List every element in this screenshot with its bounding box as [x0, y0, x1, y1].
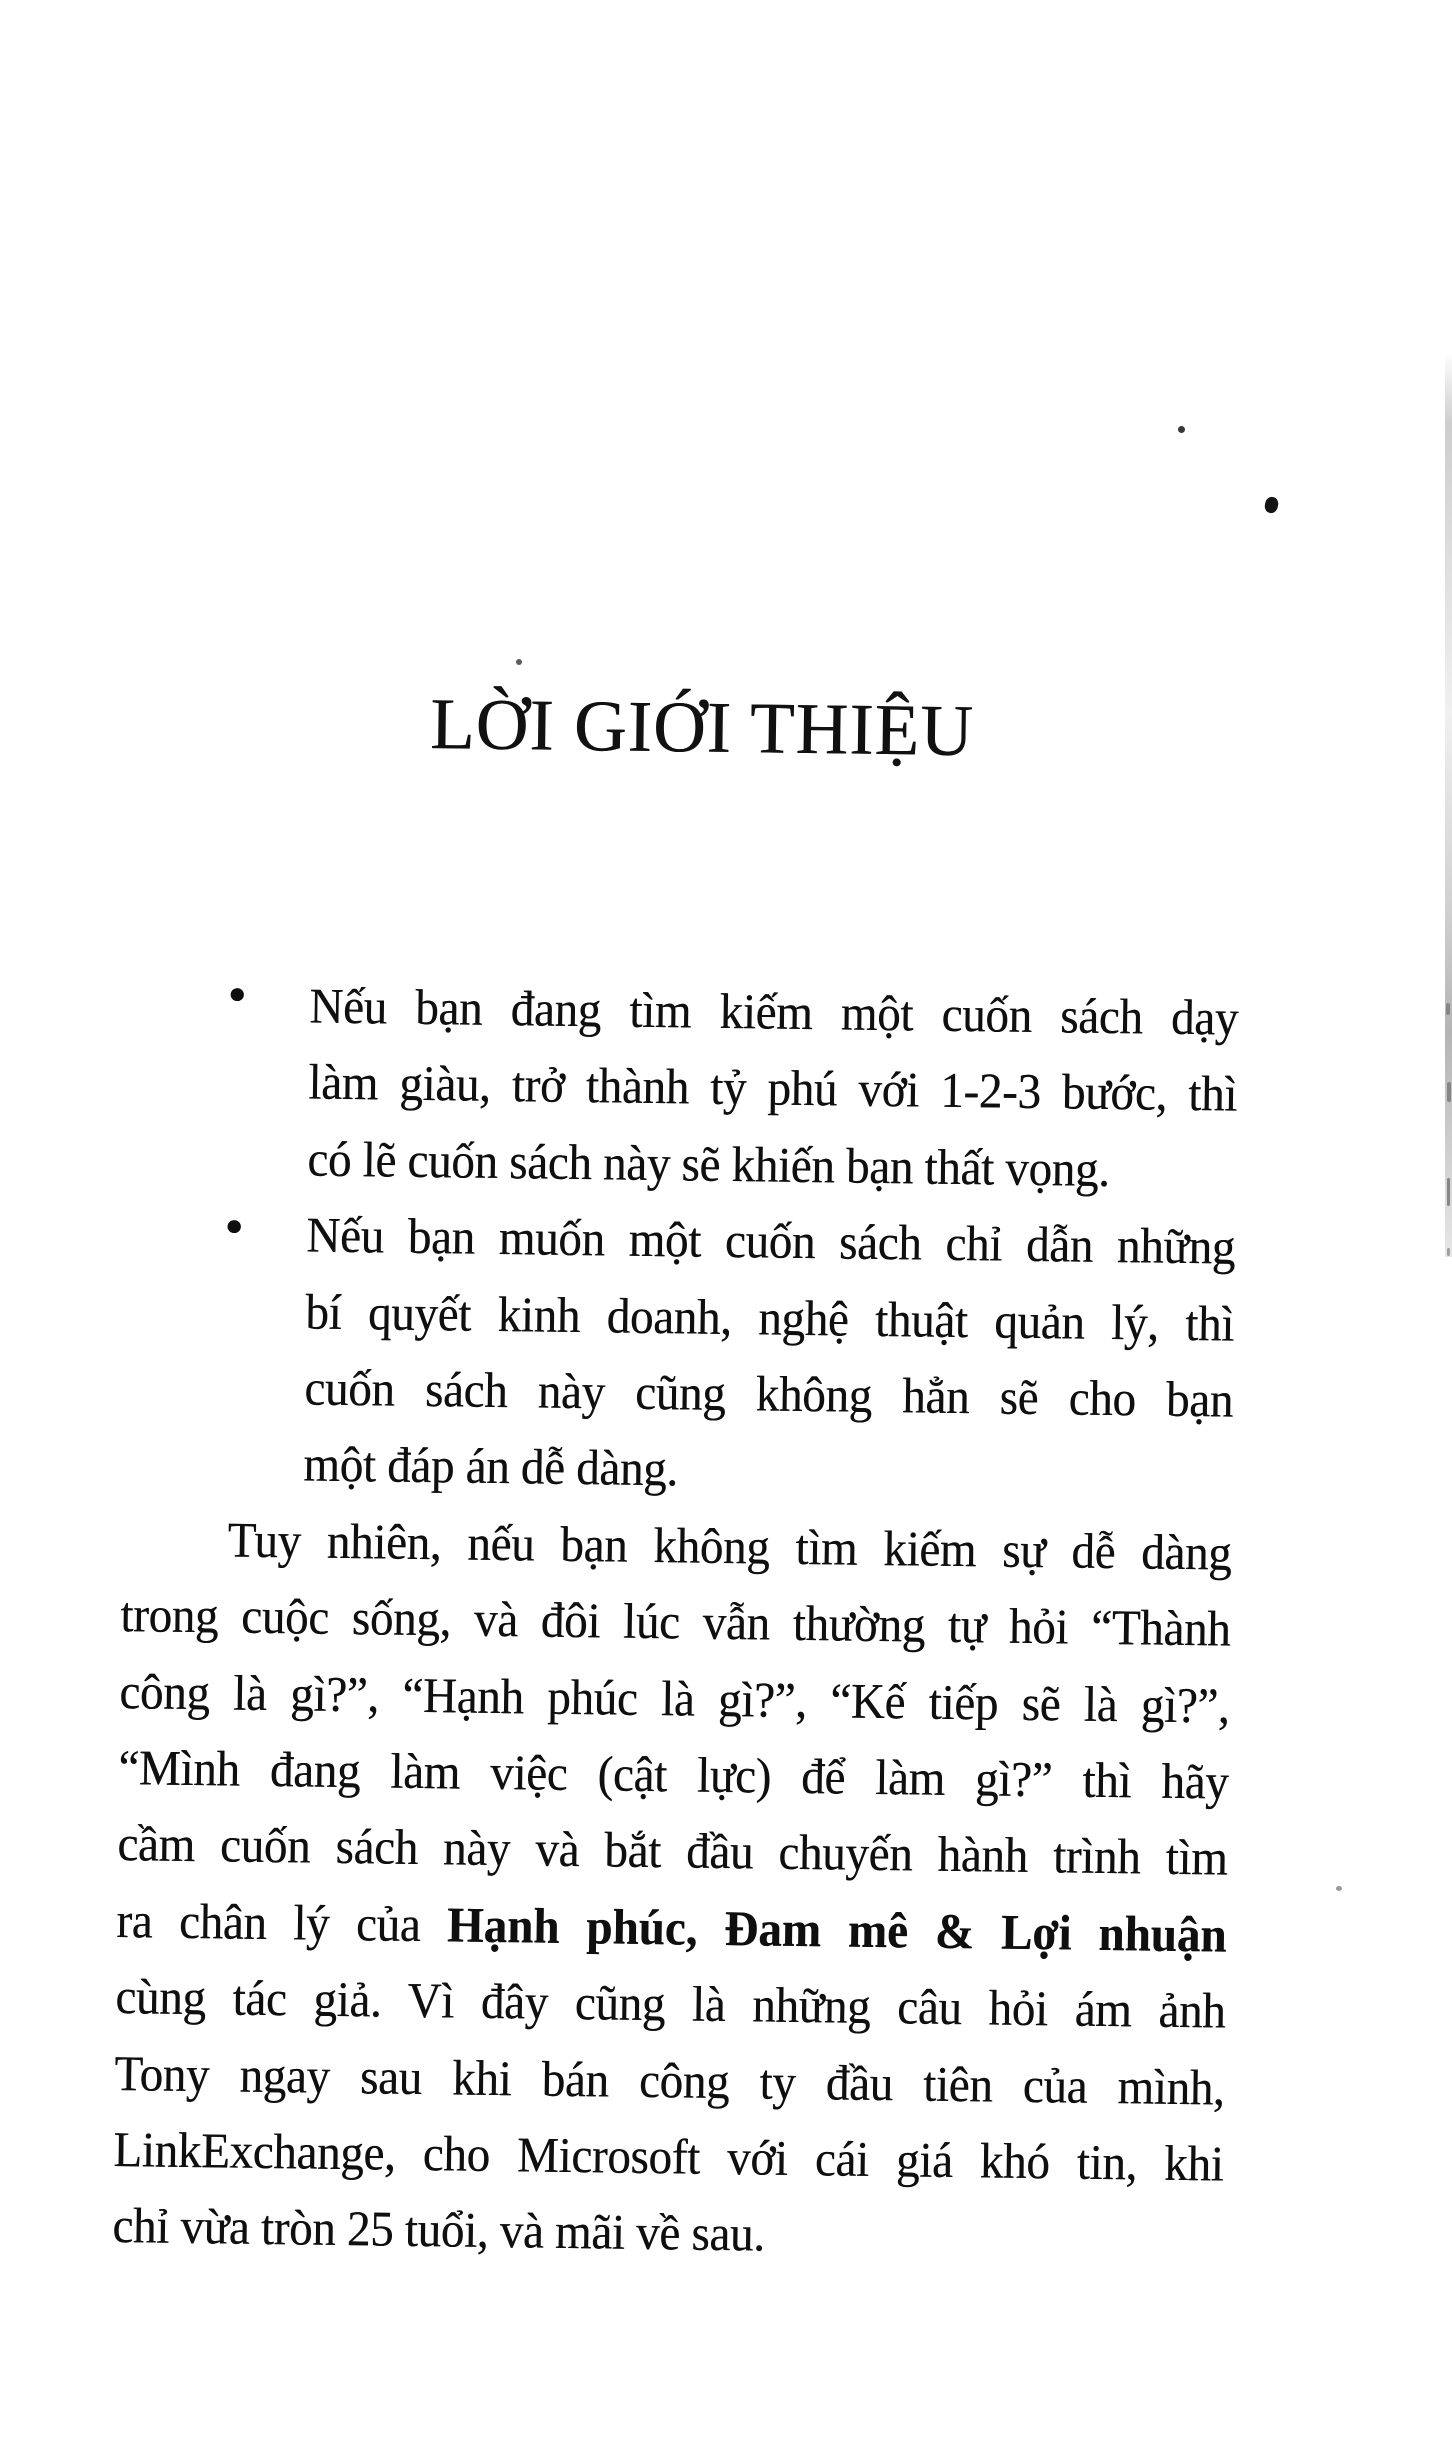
bullet2-line: một đáp án dễ dàng. [303, 1435, 679, 1497]
page-title: LỜI GIỚI THIỆU [429, 683, 975, 772]
scan-speck [516, 659, 522, 665]
paragraph-line: “Mình đang làm việc (cật lực) để làm gì?” thì hãy [118, 1739, 1229, 1810]
paragraph-line-emphasis [116, 1882, 1227, 1973]
bullet-marker: • [227, 964, 247, 1025]
scanner-edge-artifact [1445, 352, 1452, 1257]
paragraph-line: công là gì?”, “Hạnh phúc là gì?”, “Kế tiếp sẽ là gì?”, [119, 1663, 1230, 1734]
paragraph-line: Tony ngay sau khi bán công ty đầu tiên của mình, [114, 2045, 1225, 2116]
paragraph-line: cùng tác giả. Vì đây cũng là những câu hỏi ám ảnh [115, 1968, 1226, 2039]
bullet2-line: Nếu bạn muốn một cuốn sách chỉ dẫn những [306, 1206, 1236, 1275]
bullet2-line: bí quyết kinh doanh, nghệ thuật quản lý, thì [305, 1283, 1235, 1352]
bullet1-line: Nếu bạn đang tìm kiếm một cuốn sách dạy [309, 977, 1239, 1046]
paragraph-line: chỉ vừa tròn 25 tuổi, và mãi về sau. [112, 2197, 766, 2262]
bullet2-line: cuốn sách này cũng không hẳn sẽ cho bạn [304, 1359, 1234, 1428]
bullet1-line: làm giàu, trở thành tỷ phú với 1-2-3 bước, thì [308, 1053, 1238, 1122]
paragraph-line: trong cuộc sống, và đôi lúc vẫn thường tự hỏi “Thành [120, 1586, 1231, 1657]
bullet1-line: có lẽ cuốn sách này sẽ khiến bạn thất vọng. [307, 1130, 1111, 1197]
text-segment-bold: Hạnh phúc, Đam mê & Lợi nhuận [446, 1896, 1227, 1963]
scanner-edge-speck [1446, 1003, 1450, 1015]
scan-speck [1336, 1886, 1342, 1891]
scanner-edge-speck [1447, 1178, 1450, 1206]
scan-speck [1178, 426, 1185, 433]
paragraph-line: cầm cuốn sách này và bắt đầu chuyến hành trình tìm [117, 1815, 1228, 1886]
paragraph-line: LinkExchange, cho Microsoft với cái giá khó tin, khi [113, 2121, 1224, 2192]
text-segment: ra chân lý của [116, 1892, 448, 1953]
bullet-marker: • [224, 1196, 244, 1257]
scanner-edge-speck [1447, 1082, 1451, 1102]
scanner-edge-speck [1447, 1248, 1450, 1256]
paragraph-line: Tuy nhiên, nếu bạn không tìm kiếm sự dễ dàng [227, 1511, 1232, 1581]
